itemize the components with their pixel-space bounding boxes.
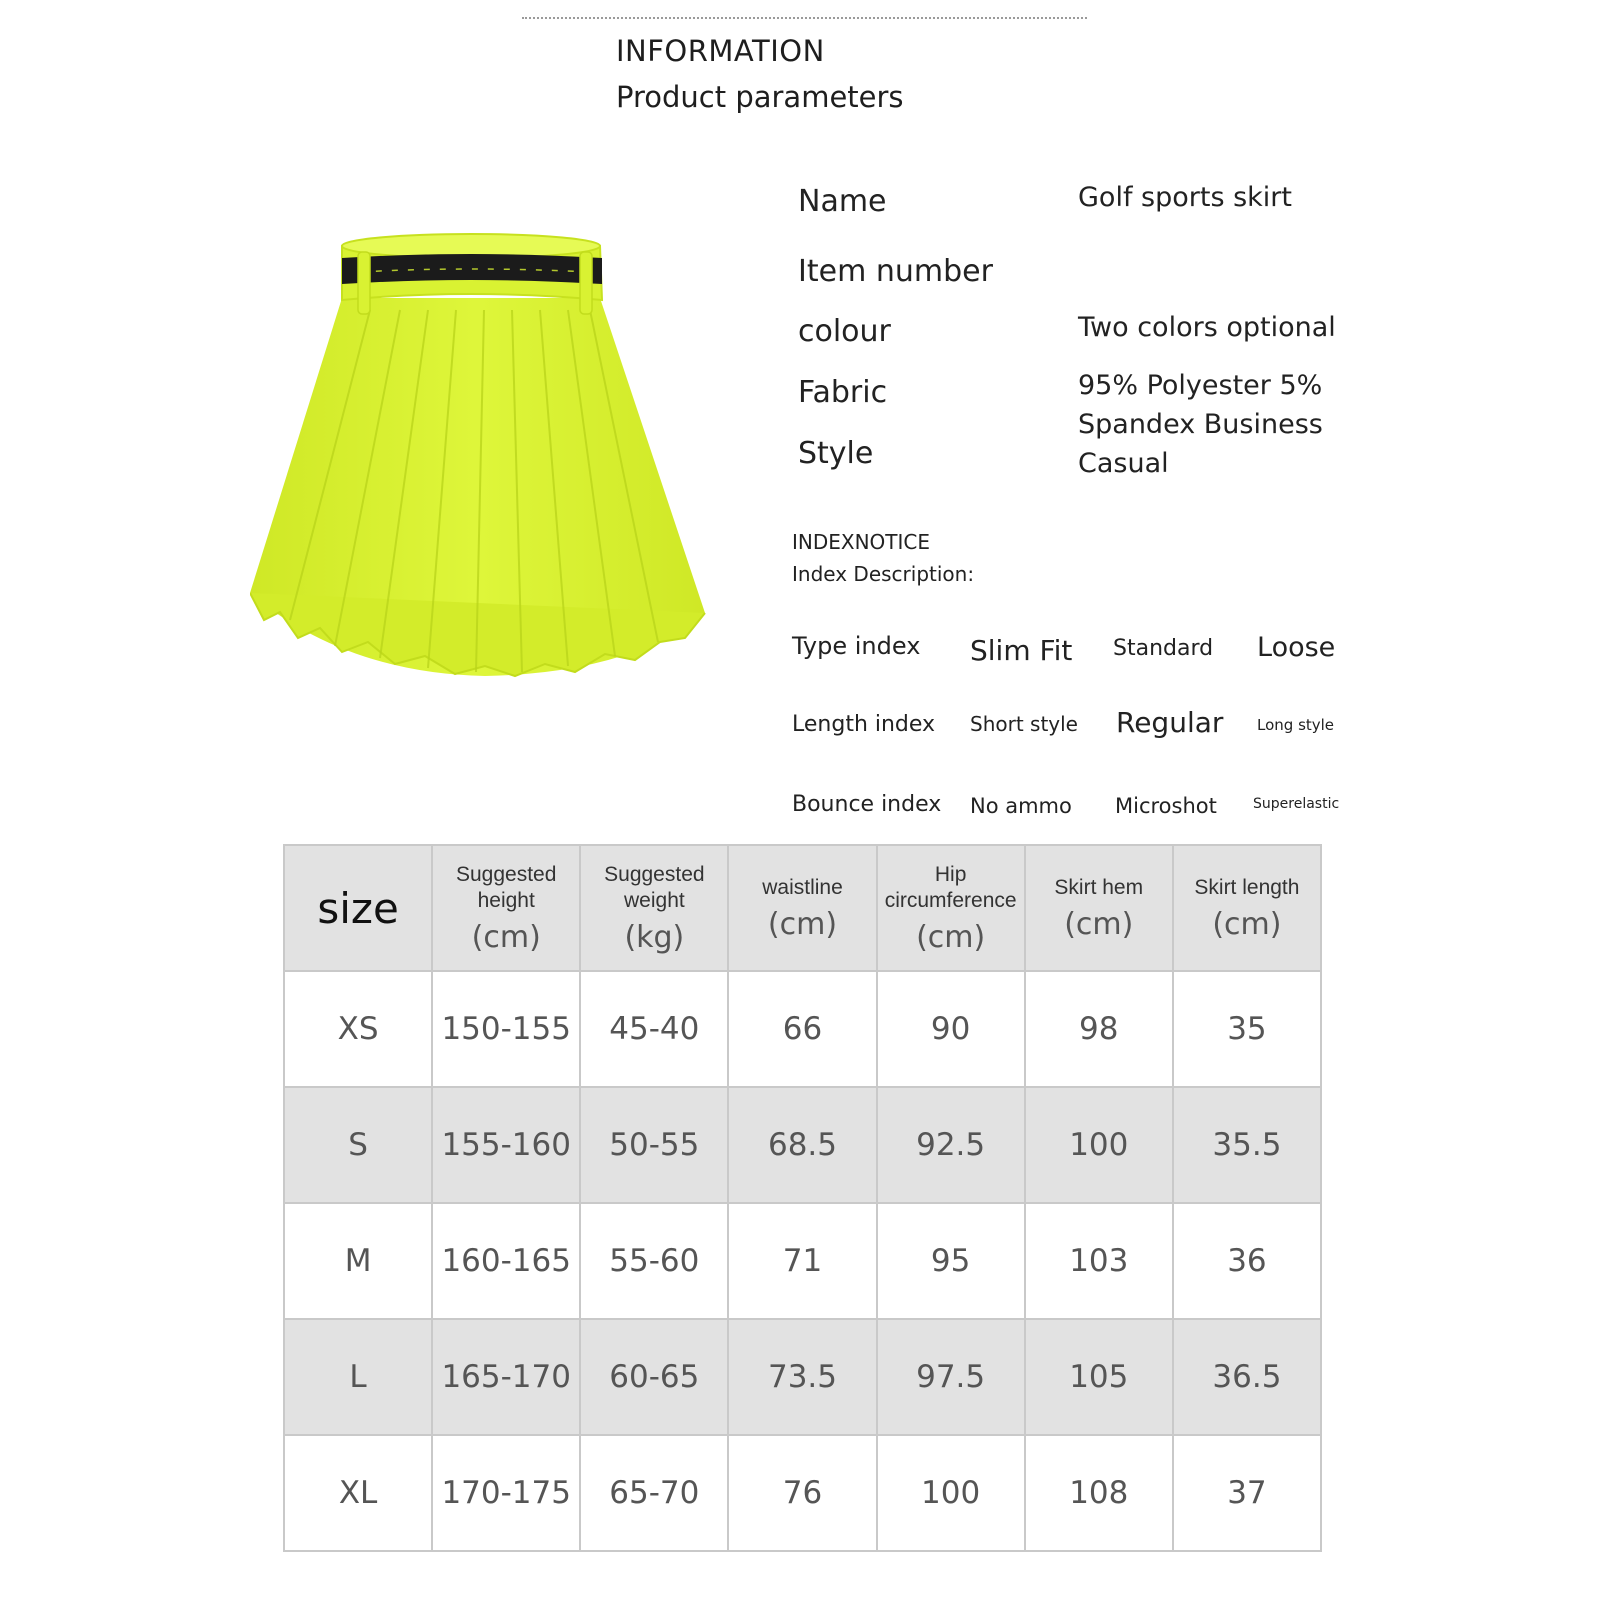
column-header-name: Suggested height bbox=[456, 862, 557, 912]
table-cell: 35.5 bbox=[1173, 1087, 1321, 1203]
table-cell: 100 bbox=[877, 1435, 1025, 1551]
top-dotted-divider bbox=[522, 17, 1087, 19]
size-cell: XS bbox=[284, 971, 432, 1087]
column-header-name: Hip circumference bbox=[884, 862, 1017, 912]
param-colour-value: Two colors optional bbox=[1078, 312, 1336, 343]
table-cell: 50-55 bbox=[580, 1087, 728, 1203]
table-cell: 35 bbox=[1173, 971, 1321, 1087]
param-fabric-label: Fabric bbox=[798, 375, 888, 410]
skirt-length-column-header bbox=[1173, 845, 1321, 971]
type-index-option-slim-fit: Slim Fit bbox=[970, 634, 1073, 667]
table-cell: 66 bbox=[728, 971, 876, 1087]
section-title: INFORMATION bbox=[616, 34, 825, 68]
param-name-value: Golf sports skirt bbox=[1078, 182, 1292, 213]
height-column-header bbox=[432, 845, 580, 971]
table-row bbox=[284, 1203, 1321, 1319]
size-cell: S bbox=[284, 1087, 432, 1203]
table-cell: 90 bbox=[877, 971, 1025, 1087]
bounce-index-option-microshot: Microshot bbox=[1115, 794, 1217, 818]
product-image-skirt bbox=[250, 228, 725, 706]
size-cell: XL bbox=[284, 1435, 432, 1551]
table-cell: 103 bbox=[1025, 1203, 1173, 1319]
table-cell: 170-175 bbox=[432, 1435, 580, 1551]
hip-column-header bbox=[877, 845, 1025, 971]
param-fabric-style-line-3: Casual bbox=[1078, 448, 1169, 479]
table-cell: 108 bbox=[1025, 1435, 1173, 1551]
column-header-name: waistline bbox=[762, 875, 843, 899]
table-row bbox=[284, 1087, 1321, 1203]
table-cell: 60-65 bbox=[580, 1319, 728, 1435]
param-fabric-style-line-2: Spandex Business bbox=[1078, 409, 1323, 440]
table-cell: 155-160 bbox=[432, 1087, 580, 1203]
column-header-unit: (cm) bbox=[1064, 906, 1134, 942]
table-cell: 165-170 bbox=[432, 1319, 580, 1435]
table-cell: 73.5 bbox=[728, 1319, 876, 1435]
length-index-label: Length index bbox=[792, 712, 936, 737]
table-cell: 55-60 bbox=[580, 1203, 728, 1319]
bounce-index-label: Bounce index bbox=[792, 792, 942, 817]
type-index-label: Type index bbox=[792, 632, 921, 660]
table-cell: 71 bbox=[728, 1203, 876, 1319]
type-index-option-loose: Loose bbox=[1257, 632, 1336, 663]
column-header-unit: (kg) bbox=[624, 919, 685, 955]
skirt-hem-column-header bbox=[1025, 845, 1173, 971]
table-cell: 98 bbox=[1025, 971, 1173, 1087]
size-column-header: size bbox=[284, 845, 432, 971]
table-cell: 150-155 bbox=[432, 971, 580, 1087]
column-header-name: Skirt length bbox=[1194, 875, 1300, 899]
bounce-index-option-superelastic: Superelastic bbox=[1253, 796, 1340, 812]
column-header-name: Skirt hem bbox=[1054, 875, 1144, 899]
size-chart-header-row bbox=[284, 845, 1321, 971]
table-row bbox=[284, 1435, 1321, 1551]
param-item-number-label: Item number bbox=[798, 254, 993, 289]
column-header-name: Suggested weight bbox=[604, 862, 705, 912]
waistline-column-header bbox=[728, 845, 876, 971]
table-cell: 97.5 bbox=[877, 1319, 1025, 1435]
table-cell: 92.5 bbox=[877, 1087, 1025, 1203]
table-row bbox=[284, 971, 1321, 1087]
table-cell: 36 bbox=[1173, 1203, 1321, 1319]
param-fabric-value: 95% Polyester 5% bbox=[1078, 370, 1323, 401]
column-header-unit: (cm) bbox=[767, 906, 838, 942]
table-cell: 100 bbox=[1025, 1087, 1173, 1203]
index-notice-title: INDEXNOTICE bbox=[792, 530, 931, 554]
weight-column-header bbox=[580, 845, 728, 971]
table-cell: 37 bbox=[1173, 1435, 1321, 1551]
size-cell: L bbox=[284, 1319, 432, 1435]
index-notice-subtitle: Index Description: bbox=[792, 562, 975, 586]
bounce-index-option-no-ammo: No ammo bbox=[970, 794, 1072, 818]
column-header-unit: (cm) bbox=[916, 919, 986, 955]
table-cell: 65-70 bbox=[580, 1435, 728, 1551]
column-header-unit: (cm) bbox=[1212, 906, 1282, 942]
table-cell: 76 bbox=[728, 1435, 876, 1551]
table-cell: 45-40 bbox=[580, 971, 728, 1087]
length-index-option-short: Short style bbox=[970, 712, 1078, 736]
table-row bbox=[284, 1319, 1321, 1435]
param-colour-label: colour bbox=[798, 314, 891, 349]
table-cell: 36.5 bbox=[1173, 1319, 1321, 1435]
param-style-label: Style bbox=[798, 436, 874, 471]
table-cell: 95 bbox=[877, 1203, 1025, 1319]
length-index-option-regular: Regular bbox=[1116, 706, 1224, 739]
column-header-unit: (cm) bbox=[471, 919, 541, 955]
param-name-label: Name bbox=[798, 184, 887, 219]
size-chart-table bbox=[283, 844, 1322, 1552]
table-cell: 105 bbox=[1025, 1319, 1173, 1435]
table-cell: 68.5 bbox=[728, 1087, 876, 1203]
section-subtitle: Product parameters bbox=[616, 80, 904, 114]
length-index-option-long: Long style bbox=[1257, 716, 1335, 734]
table-cell: 160-165 bbox=[432, 1203, 580, 1319]
type-index-option-standard: Standard bbox=[1113, 636, 1214, 661]
size-cell: M bbox=[284, 1203, 432, 1319]
